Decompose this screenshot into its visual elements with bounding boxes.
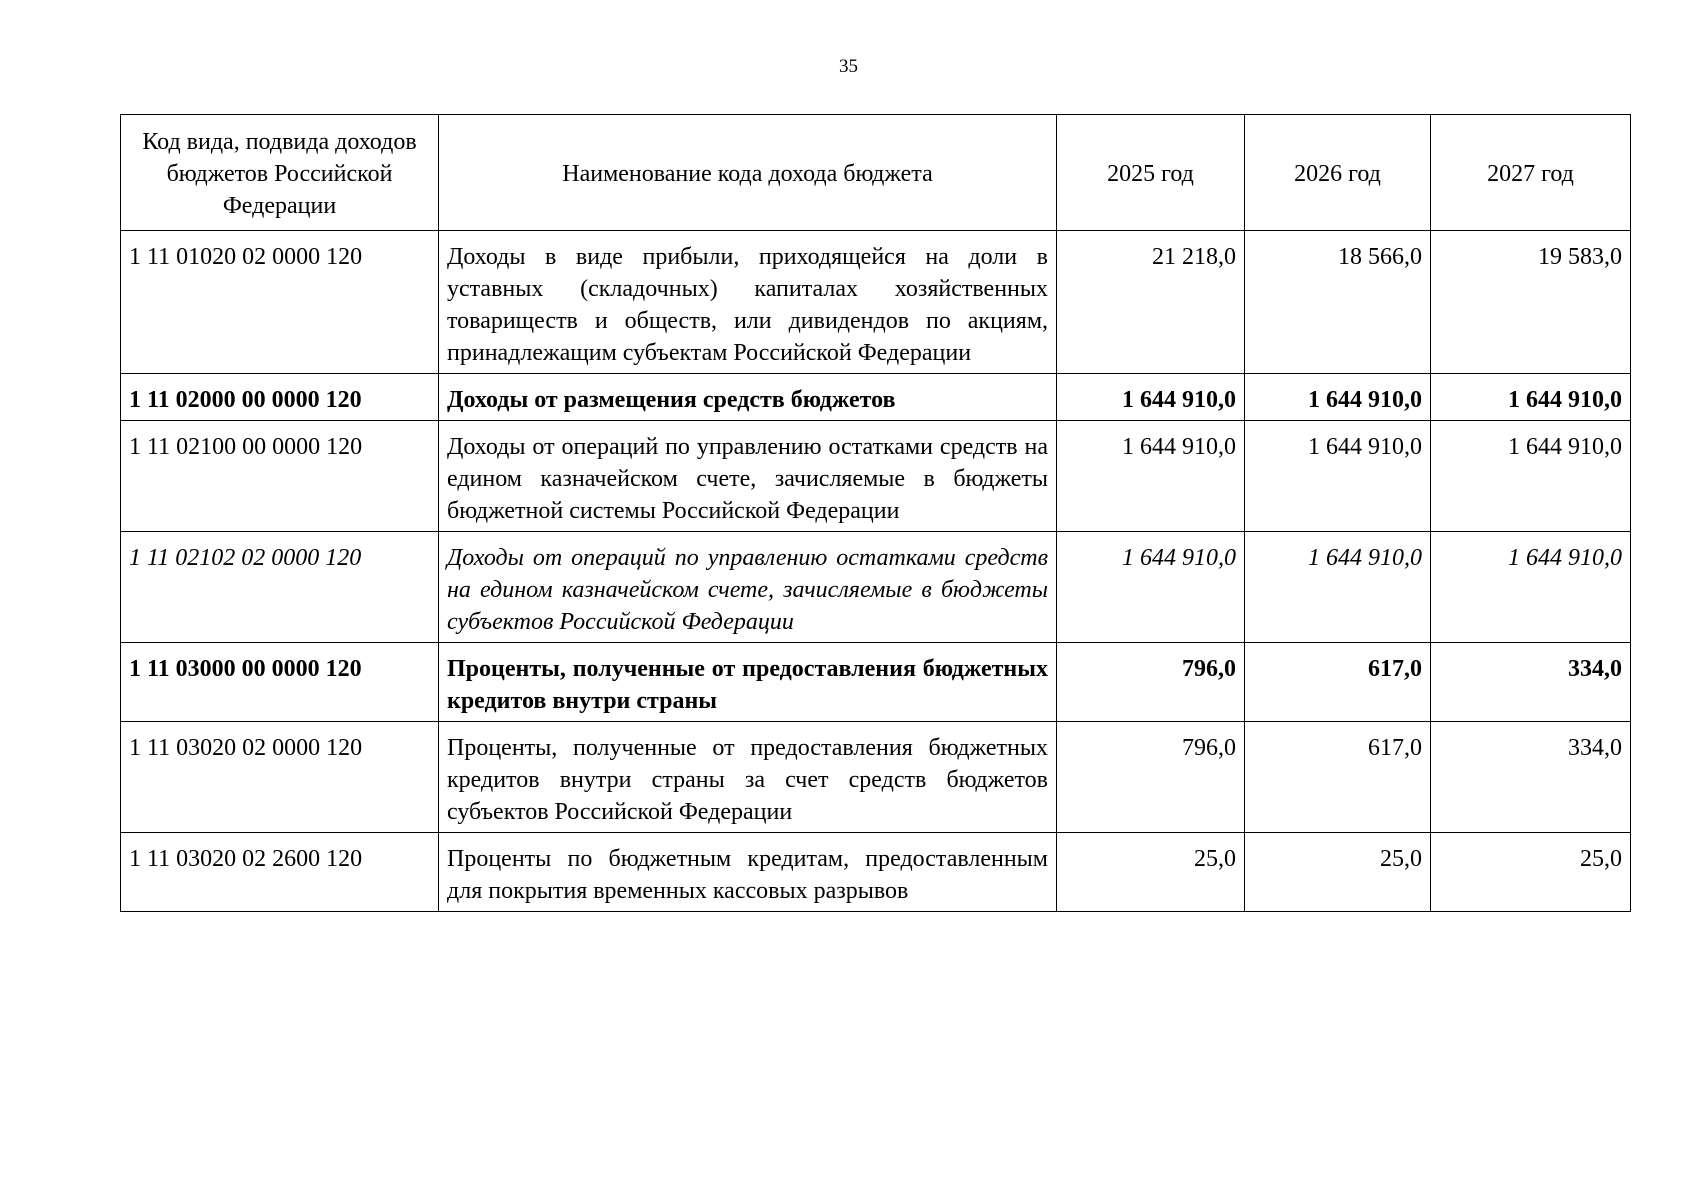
table-row [121, 532, 1631, 643]
row-value-2025: 1 644 910,0 [1057, 421, 1245, 532]
row-name: Проценты по бюджетным кредитам, предоставленным для покрытия временных кассовых разрывов [439, 833, 1057, 912]
row-code: 1 11 03020 02 0000 120 [121, 722, 439, 833]
row-value-2025: 796,0 [1057, 643, 1245, 722]
table-row [121, 374, 1631, 421]
page-number: 35 [839, 56, 858, 77]
header-2027: 2027 год [1431, 115, 1631, 231]
row-code: 1 11 02100 00 0000 120 [121, 421, 439, 532]
row-value-2027: 25,0 [1431, 833, 1631, 912]
table-row [121, 643, 1631, 722]
table-row [121, 833, 1631, 912]
budget-income-table [120, 114, 1631, 912]
header-2026: 2026 год [1245, 115, 1431, 231]
row-value-2026: 617,0 [1245, 722, 1431, 833]
row-name: Доходы в виде прибыли, приходящейся на доли в уставных (складочных) капиталах хозяйственных товариществ и обществ, или дивидендов по акциям, принадлежащим субъектам Российской Федерации [439, 231, 1057, 374]
header-code: Код вида, подвида доходов бюджетов Российской Федерации [121, 115, 439, 231]
row-value-2025: 796,0 [1057, 722, 1245, 833]
row-value-2025: 21 218,0 [1057, 231, 1245, 374]
row-name: Доходы от операций по управлению остатками средств на едином казначейском счете, зачисляемые в бюджеты бюджетной системы Российской Федерации [439, 421, 1057, 532]
row-value-2026: 1 644 910,0 [1245, 374, 1431, 421]
row-code: 1 11 02000 00 0000 120 [121, 374, 439, 421]
row-code: 1 11 03020 02 2600 120 [121, 833, 439, 912]
table-row [121, 722, 1631, 833]
row-name: Доходы от операций по управлению остатками средств на едином казначейском счете, зачисляемые в бюджеты субъектов Российской Федерации [439, 532, 1057, 643]
row-value-2026: 1 644 910,0 [1245, 532, 1431, 643]
row-name: Доходы от размещения средств бюджетов [439, 374, 1057, 421]
row-value-2026: 1 644 910,0 [1245, 421, 1431, 532]
row-code: 1 11 01020 02 0000 120 [121, 231, 439, 374]
row-value-2026: 18 566,0 [1245, 231, 1431, 374]
row-code: 1 11 02102 02 0000 120 [121, 532, 439, 643]
row-value-2027: 1 644 910,0 [1431, 421, 1631, 532]
header-name: Наименование кода дохода бюджета [439, 115, 1057, 231]
header-2025: 2025 год [1057, 115, 1245, 231]
row-value-2026: 25,0 [1245, 833, 1431, 912]
row-value-2027: 19 583,0 [1431, 231, 1631, 374]
row-value-2025: 1 644 910,0 [1057, 532, 1245, 643]
row-name: Проценты, полученные от предоставления бюджетных кредитов внутри страны за счет средств бюджетов субъектов Российской Федерации [439, 722, 1057, 833]
row-value-2025: 1 644 910,0 [1057, 374, 1245, 421]
table-row [121, 421, 1631, 532]
table-row [121, 231, 1631, 374]
row-value-2026: 617,0 [1245, 643, 1431, 722]
row-code: 1 11 03000 00 0000 120 [121, 643, 439, 722]
row-value-2027: 334,0 [1431, 722, 1631, 833]
row-name: Проценты, полученные от предоставления бюджетных кредитов внутри страны [439, 643, 1057, 722]
row-value-2027: 1 644 910,0 [1431, 532, 1631, 643]
row-value-2027: 334,0 [1431, 643, 1631, 722]
row-value-2027: 1 644 910,0 [1431, 374, 1631, 421]
row-value-2025: 25,0 [1057, 833, 1245, 912]
table-header-row [121, 115, 1631, 231]
